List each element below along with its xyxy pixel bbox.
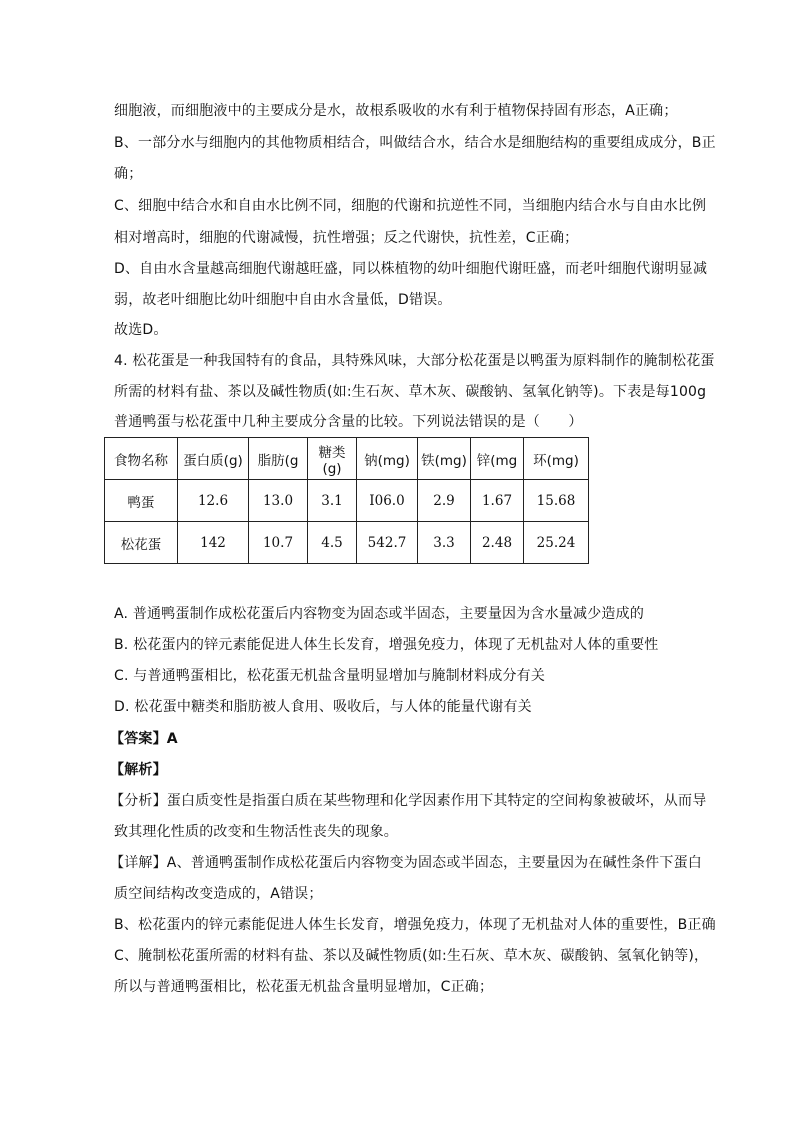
analysis-line: 致其理化性质的改变和生物活性丧失的现象。 [114,824,398,840]
text-line: 相对增高时，细胞的代谢减慢，抗性增强；反之代谢快，抗性差，C正确； [114,230,579,246]
question-stem: 所需的材料有盐、茶以及碱性物质(如:生石灰、草木灰、碳酸钠、氢氧化钠等)。下表是每100g [114,384,707,400]
analysis-heading: 【解析】 [110,762,167,778]
analysis-line: 【详解】A、普通鸭蛋制作成松花蛋后内容物变为固态或半固态，主要量因为在碱性条件下蛋白 [110,855,702,871]
table-cell: I06.0 [357,480,418,522]
nutrition-table [104,437,589,564]
analysis-line: 【分析】蛋白质变性是指蛋白质在某些物理和化学因素作用下其特定的空间构象被破坏，从而导 [110,793,707,809]
question-stem: 4. 松花蛋是一种我国特有的食品，具特殊风味，大部分松花蛋是以鸭蛋为原料制作的腌制松花蛋 [114,353,715,369]
table-cell: 142 [178,522,249,564]
table-cell: 13.0 [249,480,308,522]
text-line: 确； [114,166,143,182]
text-line: 弱，故老叶细胞比幼叶细胞中自由水含量低，D错误。 [114,292,452,308]
table-header-row [105,438,589,480]
table-header-cell: 糖类(g) [308,438,357,480]
text-line: 故选D。 [114,322,168,338]
option-d: D. 松花蛋中糖类和脂肪被人食用、吸收后，与人体的能量代谢有关 [114,699,532,715]
table-header-cell: 铁(mg) [418,438,471,480]
option-c: C. 与普通鸭蛋相比，松花蛋无机盐含量明显增加与腌制材料成分有关 [114,668,546,684]
analysis-line: C、腌制松花蛋所需的材料有盐、茶以及碱性物质(如:生石灰、草木灰、碳酸钠、氢氧化钠等)， [114,948,709,964]
table-header-cell: 钠(mg) [357,438,418,480]
table-header-cell: 环(mg) [524,438,589,480]
table-cell: 12.6 [178,480,249,522]
table-cell: 542.7 [357,522,418,564]
answer-label: 【答案】A [110,731,178,747]
table-cell: 15.68 [524,480,589,522]
text-line: B、一部分水与细胞内的其他物质相结合，叫做结合水，结合水是细胞结构的重要组成成分，B正 [114,135,716,151]
option-b: B. 松花蛋内的锌元素能促进人体生长发育，增强免疫力，体现了无机盐对人体的重要性 [114,637,659,653]
text-line: D、自由水含量越高细胞代谢越旺盛，同以株植物的幼叶细胞代谢旺盛，而老叶细胞代谢明显减 [114,261,708,277]
text-line: 细胞液，而细胞液中的主要成分是水，故根系吸收的水有利于植物保持固有形态，A正确； [114,103,678,119]
table-header-cell: 锌(mg [471,438,524,480]
analysis-line: B、松花蛋内的锌元素能促进人体生长发育，增强免疫力，体现了无机盐对人体的重要性，B正确 [114,917,716,933]
text-line: C、细胞中结合水和自由水比例不同，细胞的代谢和抗逆性不同，当细胞内结合水与自由水比例 [114,198,707,214]
table-cell: 松花蛋 [105,522,178,564]
table-cell: 1.67 [471,480,524,522]
analysis-line: 所以与普通鸭蛋相比，松花蛋无机盐含量明显增加，C正确； [114,979,494,995]
table-cell: 25.24 [524,522,589,564]
analysis-line: 质空间结构改变造成的，A错误； [114,886,323,902]
table-header-cell: 食物名称 [105,438,178,480]
table-header-cell: 脂肪(g [249,438,308,480]
table-cell: 鸭蛋 [105,480,178,522]
table-cell: 3.3 [418,522,471,564]
option-a: A. 普通鸭蛋制作成松花蛋后内容物变为固态或半固态，主要量因为含水量减少造成的 [114,606,645,622]
table-header-cell: 蛋白质(g) [178,438,249,480]
table-cell: 4.5 [308,522,357,564]
table-cell: 3.1 [308,480,357,522]
table-row [105,480,589,522]
question-stem: 普通鸭蛋与松花蛋中几种主要成分含量的比较。下列说法错误的是（ ） [114,414,583,430]
table-cell: 10.7 [249,522,308,564]
table-row [105,522,589,564]
table-cell: 2.9 [418,480,471,522]
table-cell: 2.48 [471,522,524,564]
